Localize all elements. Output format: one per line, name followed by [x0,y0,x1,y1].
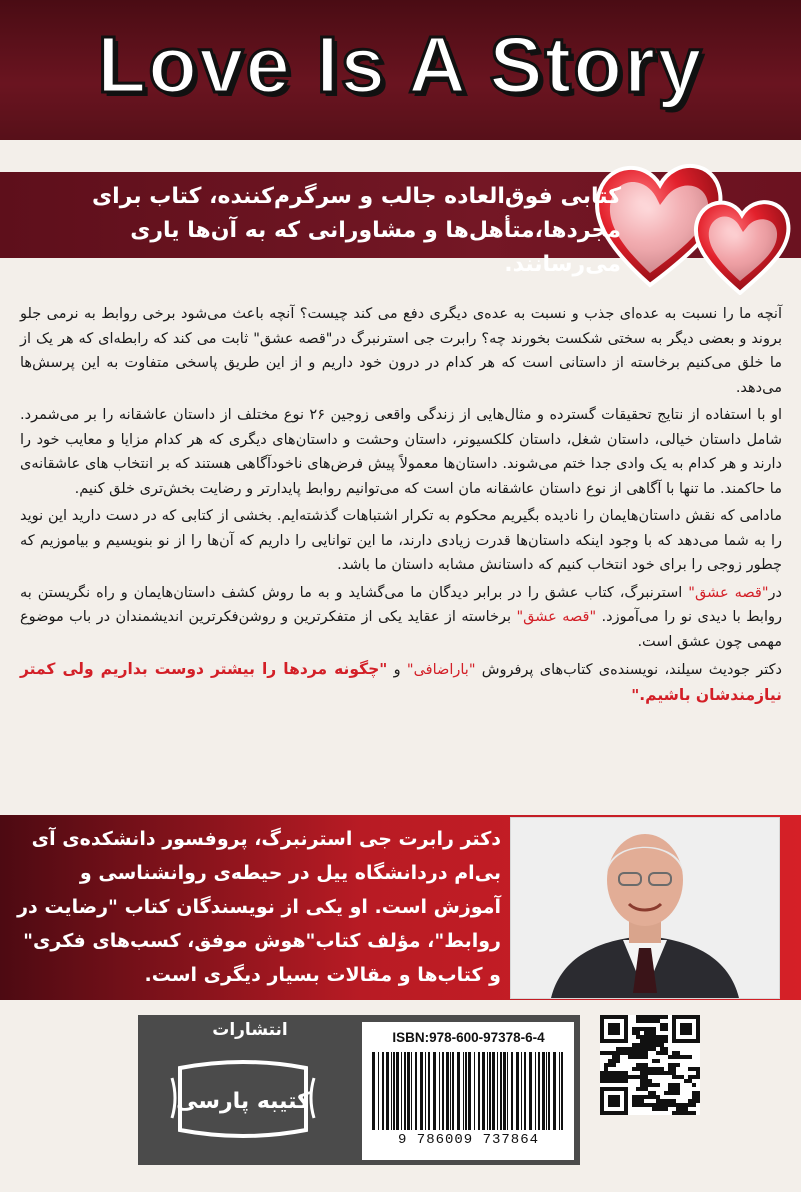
description-paragraph: او با استفاده از نتایج تحقیقات گسترده و مثال‌هایی از زندگی واقعی زوجین ۲۶ نوع مختلف از داستان عاشقانه را بر می‌شمرد. شامل داستان خیالی، داستان شغل، داستان کلکسیونر، داستان وحشت و داستان‌های دیگری که هر کدام مزایا و معایب خود را دارند و هر کدام به یک وادی جدا ختم می‌شوند. داستان‌ها معمولاً پیش فرض‌های ناخودآگاهی هستند که بر انتخاب های عاشقانه‌ی ما حاکمند. ما تنها با آگاهی از نوع داستان عاشقانه مان است که می‌توانیم روابط پایدارتر و رضایت بخش‌تری خلق کنیم. [20,407,782,497]
qr-code-icon [600,1015,700,1115]
description-paragraph: آنچه ما را نسبت به عده‌ای جذب و نسبت به عده‌ی دیگری دفع می کند چیست؟ آنچه باعث می‌شود برخی روابط به نرمی جلو بروند و بعضی دیگر به سختی شکست بخورند چه؟ رابرت جی استرنبرگ در"قصه عشق" ثابت می کند که رابطه‌ای که هر یک از ما خلق می‌کنیم برخاسته از داستانی است که هر کدام در درون خود داریم و از این طریق پاسخی متفاوت به این پرسش‌ها می‌دهد. [20,306,782,396]
barcode-digits: 9 786009 737864 [397,1132,540,1148]
paragraph-text: برخاسته از عقاید یکی از متفکرترین و روشن‌فکرترین اندیشمندان در باب موضوع مهمی چون عشق است. [20,609,782,650]
endorsement-text: و [387,662,407,678]
publisher-logo-text: کتیبه پارسی [176,1089,310,1114]
paragraph-text: در [768,584,782,601]
description-paragraph: مادامی که نقش داستان‌هایمان را نادیده بگیریم محکوم به تکرار اشتباهات گذشته‌ایم. بخشی از کتابی که در دست دارید این نوید را به شما می‌دهد که با وجود اینکه داستان‌ها قدرت زیادی دارند، ما این توانایی را داریم که آن‌ها را از نو بنویسیم و بیاموزیم که چطور زوجی را برای خود انتخاب کنیم که داستانش مشابه داستان ما باشد. [20,508,782,573]
author-photo [510,817,780,999]
description [20,302,782,711]
publisher-label: انتشارات [212,1020,288,1040]
barcode-icon [370,1052,566,1130]
book-name-highlight: "باراضافی" [406,662,476,678]
author-portrait-icon [511,818,779,998]
book-name-highlight: "قصه عشق" [688,584,769,601]
book-name-highlight: "چگونه مردها را بیشتر دوست بداریم ولی کمتر نیازمندشان باشیم." [20,660,782,704]
endorsement-text: دکتر جودیث سیلند، نویسنده‌ی کتاب‌های پرفروش [475,662,782,678]
isbn-label: ISBN:978-600-97378-6-4 [392,1030,545,1045]
book-title: Love Is A Story [97,20,704,109]
author-bio: دکتر رابرت جی استرنبرگ، پروفسور دانشکده‌ی آی بی‌ام دردانشگاه ییل در حیطه‌ی روانشناسی و آموزش است. او یکی از نویسندگان کتاب "رضایت در روابط"، مؤلف کتاب"هوش موفق، کسب‌های فکری" و کتاب‌ها و مقالات بسیار دیگری است. [17,828,501,986]
description-paragraph [20,581,782,655]
endorsement [20,657,782,708]
tagline: کتابی فوق‌العاده جالب و سرگرم‌کننده، کتاب برای مجردها،متأهل‌ها و مشاورانی که به آن‌ها یاری می‌رسانند. [92,184,621,277]
book-name-highlight: "قصه عشق" [516,609,597,625]
paragraph-text: استرنبرگ، کتاب عشق را در برابر دیدگان ما می‌گشاید و به ما روش کشف داستان‌هایمان و راه نگریستن به روابط با دیدی نو را می‌آموزد. [20,584,782,625]
publisher-logo [168,1048,318,1148]
